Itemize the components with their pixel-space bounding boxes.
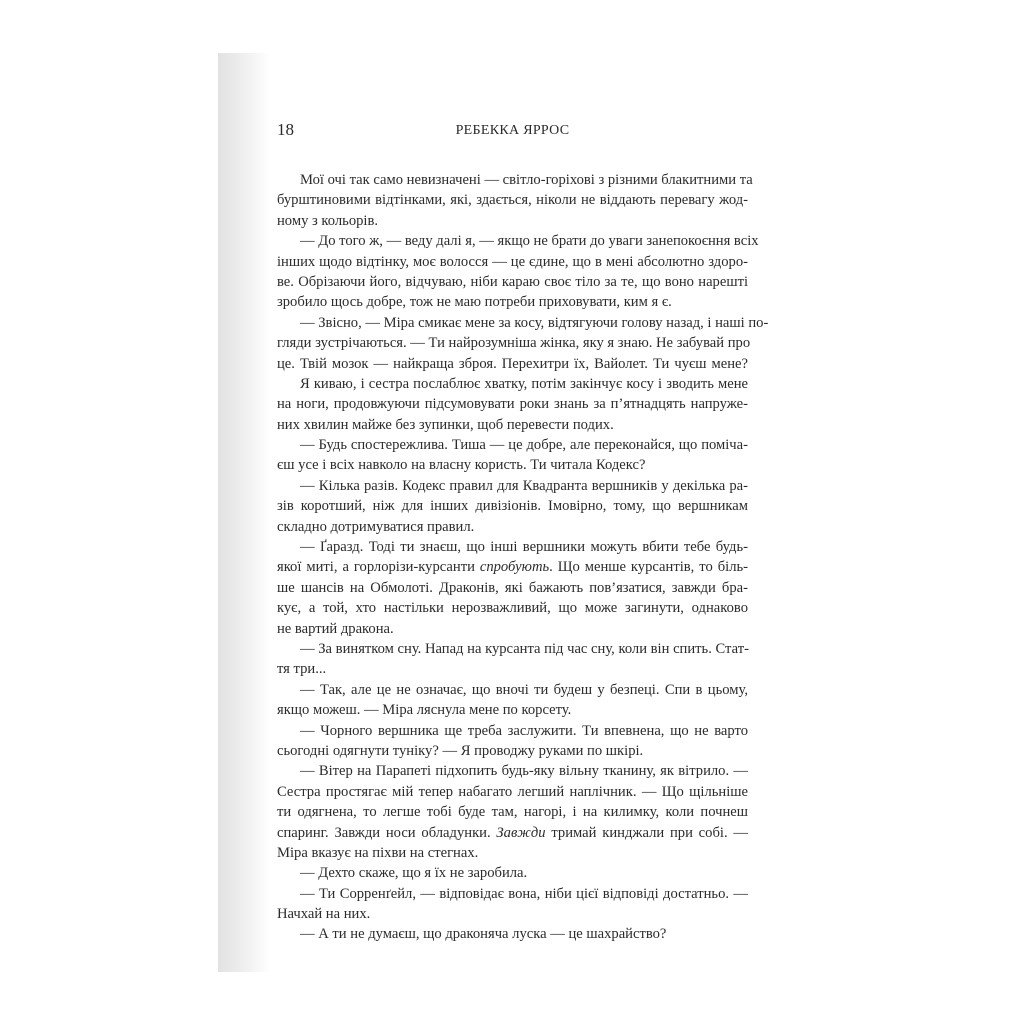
text-line: тя три...: [277, 661, 327, 678]
text-line: не вартий дракона.: [277, 620, 394, 637]
text-line: інших щодо відтінку, моє волосся — це єдине, що в мені абсолютно здоро-: [277, 253, 748, 270]
text-line: Мої очі так само невизначені — світло-горіхові з різними блакитними та: [300, 172, 753, 188]
text-line: це. Твій мозок — найкраща зброя. Перехитри їх, Вайолет. Ти чуєш мене?: [277, 355, 748, 372]
text-line: гляди зустрічаються. — Ти найрозумніша жінка, яку я знаю. Не забувай про: [277, 335, 751, 352]
text-line: — Ґаразд. Тоді ти знаєш, що інші вершники можуть вбити тебе будь-: [300, 539, 748, 556]
text-line: Начхай на них.: [277, 906, 371, 923]
book-page: [218, 53, 778, 972]
text-line: — Чорного вершника ще треба заслужити. Ти впевнена, що не варто: [300, 722, 748, 739]
text-line: кує, а той, хто настільки нерозважливий, що може загинути, однаково: [277, 600, 748, 617]
text-line: [277, 557, 748, 577]
text-segment: тримай кинджали при собі. —: [545, 824, 748, 841]
running-head: [277, 119, 748, 141]
text-line: [277, 823, 748, 843]
text-line: єш усе і всіх навколо на власну користь. Ти читала Кодекс?: [277, 457, 646, 474]
text-line: ве. Обрізаючи його, відчуваю, ніби караю своє тіло за те, що воно нарешті: [277, 273, 748, 290]
text-line: зробило щось добре, тож не маю потреби приховувати, ким я є.: [277, 294, 672, 311]
text-segment: спаринг. Завжди носи обладунки.: [277, 824, 497, 841]
text-segment: якої миті, а горлорізи-курсанти: [277, 559, 480, 576]
text-line: якщо можеш. — Міра ляснула мене по корсету.: [277, 702, 572, 719]
emphasis-text: спробують: [479, 559, 550, 576]
text-segment: . Що менше курсантів, то біль-: [549, 559, 748, 576]
text-line: — За винятком сну. Напад на курсанта під час сну, коли він спить. Стат-: [300, 640, 749, 657]
text-line: Міра вказує на піхви на стегнах.: [277, 844, 479, 861]
text-line: — Ти Сорренґейл, — відповідає вона, ніби цієї відповіді достатньо. —: [300, 885, 748, 902]
page-gutter-shadow: [218, 53, 270, 972]
text-line: Сестра простягає мій тепер набагато легший наплічник. — Що щільніше: [277, 783, 748, 800]
page-number: 18: [277, 120, 294, 139]
text-line: ти одягнена, то легше тобі буде там, нагорі, і на килимку, коли почнеш: [277, 804, 748, 821]
text-line: — Так, але це не означає, що вночі ти будеш у безпеці. Спи в цьому,: [300, 681, 748, 698]
text-line: — Вітер на Парапеті підхопить будь-яку вільну тканину, як вітрило. —: [300, 763, 748, 780]
text-line: на ноги, продовжуючи підсумовувати роки знань за п’ятнадцять напруже-: [277, 396, 748, 413]
text-line: складно дотримуватися правил.: [277, 518, 475, 535]
text-line: ше шансів на Обмолоті. Драконів, які бажають пов’язатися, завжди бра-: [277, 579, 748, 596]
text-line: них хвилин майже без зупинки, щоб перевести подих.: [277, 416, 614, 433]
body-text: [277, 170, 769, 945]
text-line: Я киваю, і сестра послаблює хватку, потім закінчує косу і зводить мене: [300, 375, 748, 392]
text-line: — До того ж, — веду далі я, — якщо не брати до уваги занепокоєння всіх: [300, 233, 759, 250]
text-line: сьогодні одягнути туніку? — Я проводжу руками по шкірі.: [277, 742, 644, 759]
text-line: — Кілька разів. Кодекс правил для Квадранта вершників у декілька ра-: [300, 477, 748, 494]
text-line: бурштиновими відтінками, які, здається, ніколи не віддають перевагу жод-: [277, 192, 748, 209]
text-line: — Будь спостережлива. Тиша — це добре, але переконайся, що поміча-: [300, 437, 748, 454]
text-line: — Дехто скаже, що я їх не заробила.: [300, 865, 528, 882]
text-line: зів коротший, ніж для інших дивізіонів. Імовірно, тому, що вершникам: [277, 498, 748, 515]
emphasis-text: Завжди: [496, 824, 546, 841]
text-line: ному з кольорів.: [277, 212, 379, 229]
text-line: — А ти не думаєш, що драконяча луска — це шахрайство?: [300, 926, 667, 943]
text-line: — Звісно, — Міра смикає мене за косу, відтягуючи голову назад, і наші по-: [300, 314, 769, 331]
running-head-author: РЕБЕККА ЯРРОС: [455, 123, 570, 138]
